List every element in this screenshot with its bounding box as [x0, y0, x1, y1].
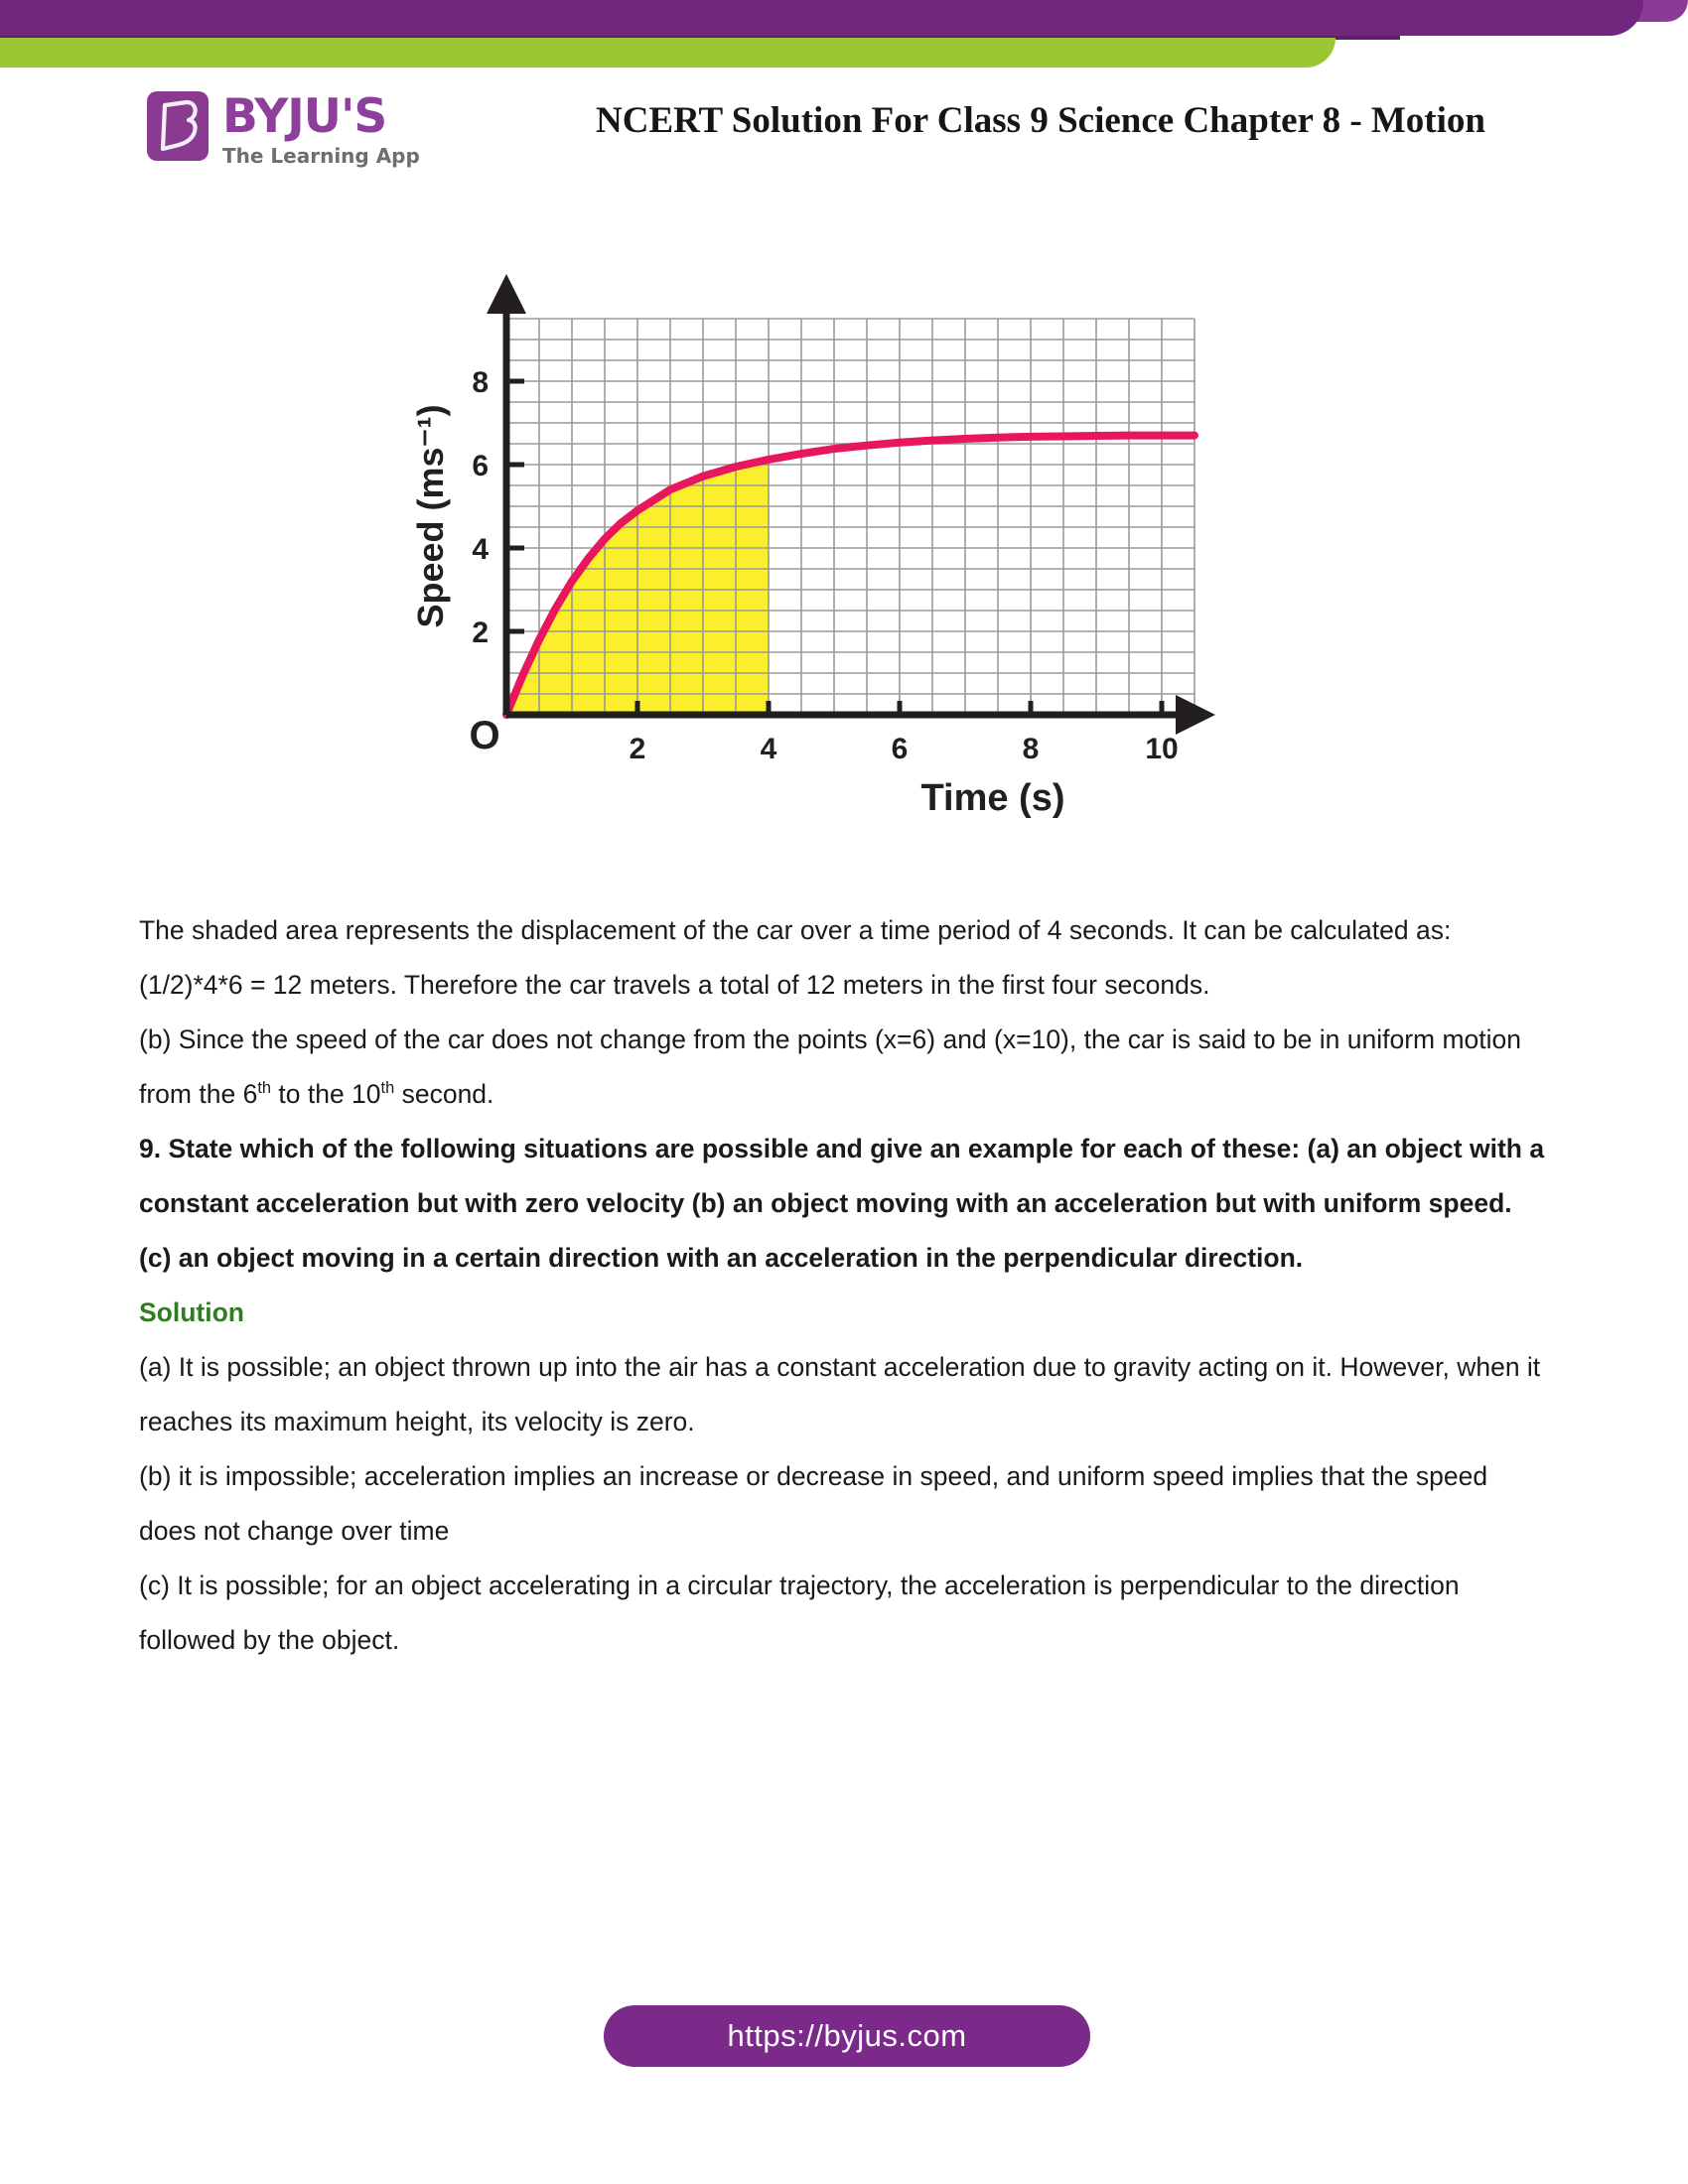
byjus-logo-text — [222, 91, 420, 166]
solution-c: (c) It is possible; for an object accelerating in a circular trajectory, the acceleration is perpendicular to the direction followed by the object. — [139, 1570, 1460, 1655]
x-tick-label: 2 — [629, 733, 646, 765]
x-tick-label: 8 — [1022, 733, 1040, 765]
byjus-url-label: https://byjus.com — [727, 2018, 967, 2053]
area-calculation: (1/2)*4*6 = 12 meters. Therefore the car travels a total of 12 meters in the first four seconds. — [139, 970, 1210, 1000]
page-title: NCERT Solution For Class 9 Science Chapter 8 - Motion — [596, 100, 1485, 141]
byjus-wordmark: BYJU'S — [222, 89, 387, 144]
byjus-url-button[interactable] — [604, 2005, 1090, 2067]
speed-time-chart — [397, 268, 1251, 824]
document-body — [139, 903, 1549, 1668]
header-green-bar — [0, 38, 1336, 68]
x-axis-arrow-icon — [1176, 695, 1215, 735]
x-tick-label: 4 — [760, 733, 777, 765]
origin-label: O — [469, 714, 500, 757]
y-tick-label: 4 — [472, 533, 489, 566]
shaded-area-explanation: The shaded area represents the displacement of the car over a time period of 4 seconds. It can be calculated as: — [139, 915, 1452, 945]
answer-b-uniform-motion: (b) Since the speed of the car does not change from the points (x=6) and (x=10), the car is said to be in uniform motion from the 6th to the 10th second. — [139, 1024, 1522, 1109]
header-purple-bar — [0, 0, 1643, 36]
speed-time-graph-figure — [397, 268, 1251, 824]
question-9: 9. State which of the following situations are possible and give an example for each of these: (a) an object with a constant acceleration but with zero velocity (b) an object moving with an acceleration but with uniform speed. (c) an object moving in a certain direction with an acceleration in the perpendicular direction. — [139, 1134, 1545, 1273]
byjus-b-mark-icon — [147, 91, 209, 161]
solution-heading: Solution — [139, 1297, 244, 1327]
x-tick-label: 6 — [891, 733, 909, 765]
y-axis-arrow-icon — [487, 274, 526, 314]
y-tick-label: 8 — [472, 366, 489, 399]
x-tick-label: 10 — [1145, 733, 1179, 765]
y-axis-title: Speed (ms⁻¹) — [410, 404, 451, 628]
byjus-tagline: The Learning App — [222, 144, 420, 168]
solution-a: (a) It is possible; an object thrown up into the air has a constant acceleration due to gravity acting on it. However, when it reaches its maximum height, its velocity is zero. — [139, 1352, 1541, 1436]
byjus-logo — [147, 91, 420, 166]
x-axis-title: Time (s) — [920, 777, 1065, 819]
page-header — [0, 85, 1688, 185]
solution-b: (b) it is impossible; acceleration implies an increase or decrease in speed, and uniform speed implies that the speed does not change over time — [139, 1461, 1488, 1546]
y-tick-label: 2 — [472, 616, 489, 649]
y-tick-label: 6 — [472, 450, 489, 482]
